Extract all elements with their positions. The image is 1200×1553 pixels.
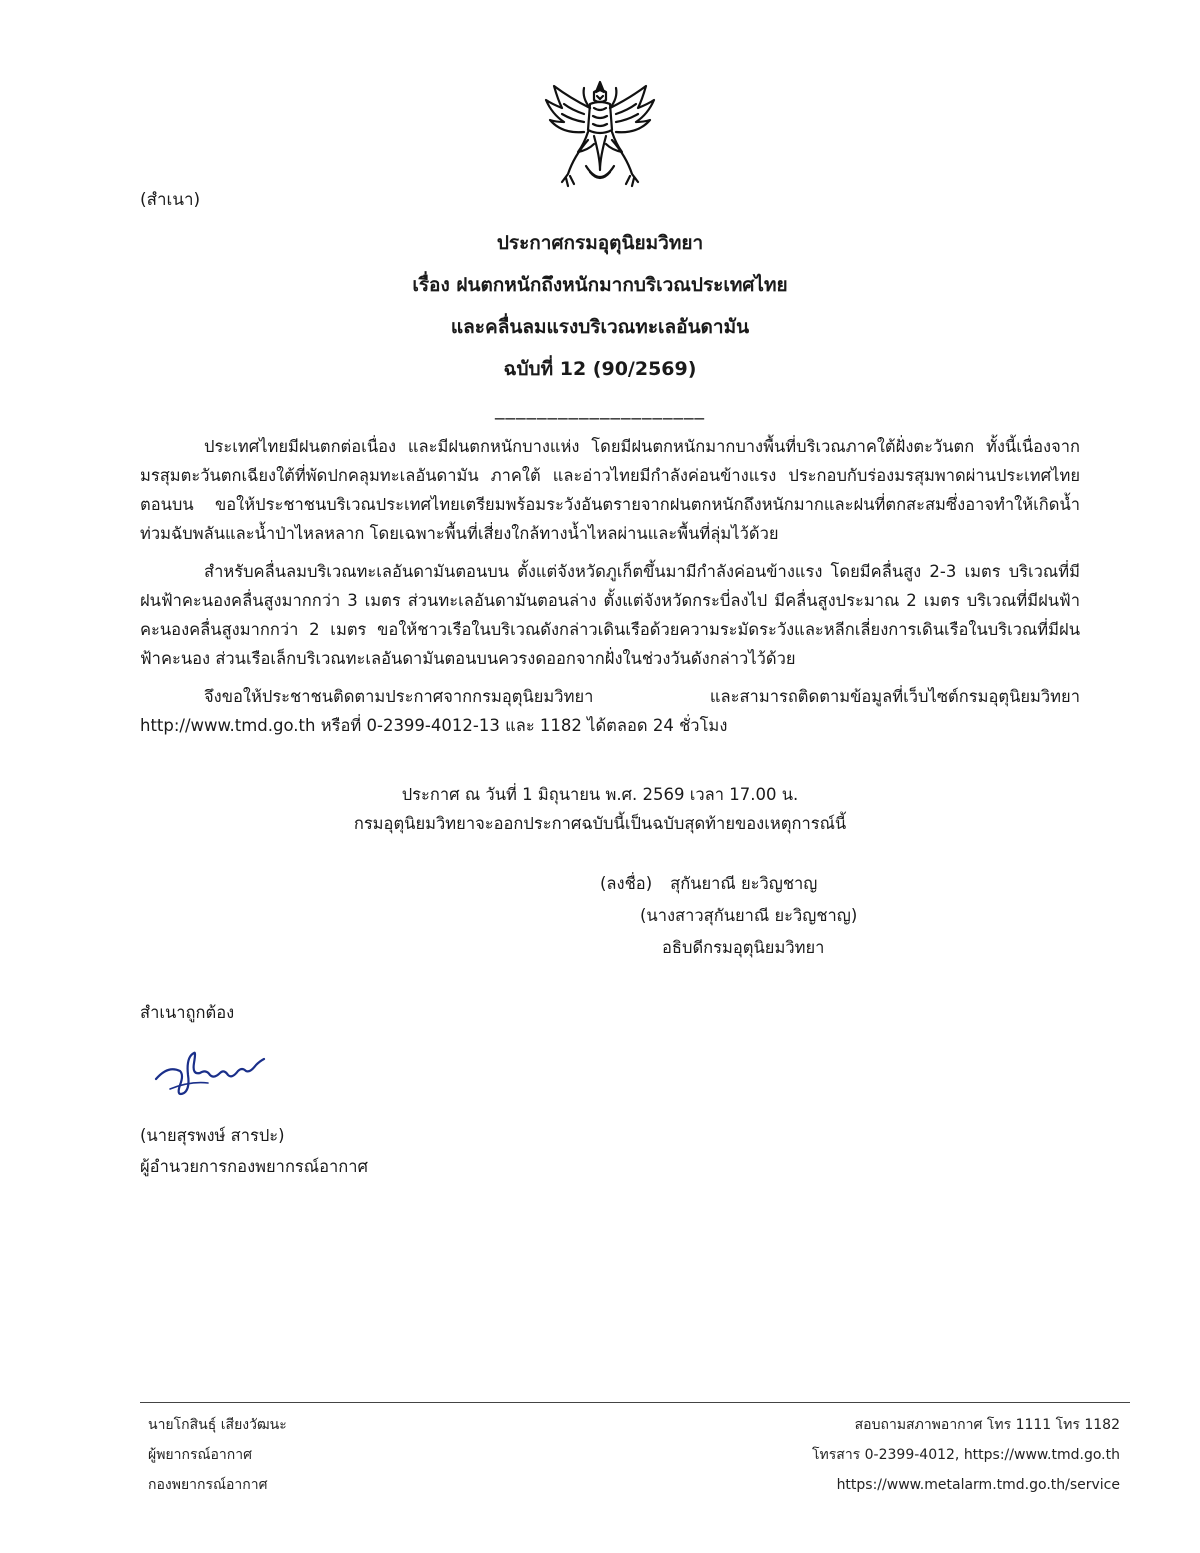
heading-divider: ____________________ <box>495 398 705 420</box>
contact-phone: สอบถามสภาพอากาศ โทร 1111 โทร 1182 <box>854 1417 1120 1433</box>
footer-contact <box>812 1410 1120 1500</box>
footer-forecaster <box>148 1410 287 1500</box>
forecaster-name: นายโกสินธุ์ เสียงวัฒนะ <box>148 1417 287 1433</box>
paragraph-rain: ประเทศไทยมีฝนตกต่อเนื่อง และมีฝนตกหนักบางแห่ง โดยมีฝนตกหนักมากบางพื้นที่บริเวณภาคใต้ฝั่งตะวันตก ทั้งนี้เนื่องจากมรสุมตะวันตกเฉียงใต้ที่พัดปกคลุมทะเลอันดามัน ภาคใต้ และอ่าวไทยมีกำลังค่อนข้างแรง ประกอบกับร่องมรสุมพาดผ่านประเทศไทยตอนบน ขอให้ประชาชนบริเวณประเทศไทยเตรียมพร้อมระวังอันตรายจากฝนตกหนักถึงหนักมากและฝนที่ตกสะสมซึ่งอาจทำให้เกิดน้ำท่วมฉับพลันและน้ำป่าไหลหลาก โดยเฉพาะพื้นที่เสี่ยงใกล้ทางน้ำไหลผ่านและพื้นที่ลุ่มไว้ด้วย <box>140 437 1080 543</box>
certifier-block <box>140 1120 368 1182</box>
signed-name: สุกันยาณี ยะวิญชาญ <box>670 874 818 893</box>
certified-copy-label: สำเนาถูกต้อง <box>140 1003 235 1022</box>
certifier-position: ผู้อำนวยการกองพยากรณ์อากาศ <box>140 1157 369 1176</box>
announcement-heading <box>0 222 1200 428</box>
forecaster-role: ผู้พยากรณ์อากาศ <box>148 1447 252 1463</box>
announcement-subject-line2: และคลื่นลมแรงบริเวณทะเลอันดามัน <box>450 316 750 338</box>
garuda-emblem-icon <box>540 78 660 190</box>
paragraph-waves: สำหรับคลื่นลมบริเวณทะเลอันดามันตอนบน ตั้งแต่จังหวัดภูเก็ตขึ้นมามีกำลังค่อนข้างแรง โดยมีคลื่นสูง 2-3 เมตร บริเวณที่มีฝนฟ้าคะนองคลื่นสูงมากกว่า 3 เมตร ส่วนทะเลอันดามันตอนล่าง ตั้งแต่จังหวัดกระบี่ลงไป มีคลื่นสูงประมาณ 2 เมตร บริเวณที่มีฝนฟ้าคะนองคลื่นสูงมากกว่า 2 เมตร ขอให้ชาวเรือในบริเวณดังกล่าวเดินเรือด้วยความระมัดระวังและหลีกเลี่ยงการเดินเรือในบริเวณที่มีฝนฟ้าคะนอง ส่วนเรือเล็กบริเวณทะเลอันดามันตอนบนควรงดออกจากฝั่งในช่วงวันดังกล่าวไว้ด้วย <box>140 562 1080 668</box>
contact-fax-web: โทรสาร 0-2399-4012, https://www.tmd.go.th <box>812 1447 1120 1463</box>
signatory-position: อธิบดีกรมอุตุนิยมวิทยา <box>662 938 825 957</box>
certifier-name: (นายสุรพงษ์ สารปะ) <box>140 1126 285 1145</box>
issue-number: ฉบับที่ 12 (90/2569) <box>503 358 697 380</box>
announcement-subject: เรื่อง ฝนตกหนักถึงหนักมากบริเวณประเทศไทย <box>412 274 788 296</box>
sign-label: (ลงชื่อ) <box>600 874 653 893</box>
copy-mark: (สำเนา) <box>140 190 201 210</box>
footer-divider <box>140 1402 1130 1403</box>
announcement-title: ประกาศกรมอุตุนิยมวิทยา <box>496 232 704 254</box>
paragraph-contact: จึงขอให้ประชาชนติดตามประกาศจากกรมอุตุนิยมวิทยา และสามารถติดตามข้อมูลที่เว็บไซต์กรมอุตุนิยมวิทยา http://www.tmd.go.th หรือที่ 0-2399-4012-13 และ 1182 ได้ตลอด 24 ชั่วโมง <box>140 687 1080 735</box>
signatory-block <box>600 868 857 964</box>
forecaster-division: กองพยากรณ์อากาศ <box>148 1477 268 1493</box>
announcement-date-block <box>0 780 1200 838</box>
signatory-full-name: (นางสาวสุกันยาณี ยะวิญชาญ) <box>640 906 858 925</box>
announcement-body <box>140 432 1080 749</box>
final-note: กรมอุตุนิยมวิทยาจะออกประกาศฉบับนี้เป็นฉบับสุดท้ายของเหตุการณ์นี้ <box>353 814 847 833</box>
handwritten-signature <box>150 1045 268 1105</box>
announce-date: ประกาศ ณ วันที่ 1 มิถุนายน พ.ศ. 2569 เวลา 17.00 น. <box>401 785 799 804</box>
contact-metalarm: https://www.metalarm.tmd.go.th/service <box>836 1477 1120 1493</box>
signed-line <box>600 868 857 900</box>
